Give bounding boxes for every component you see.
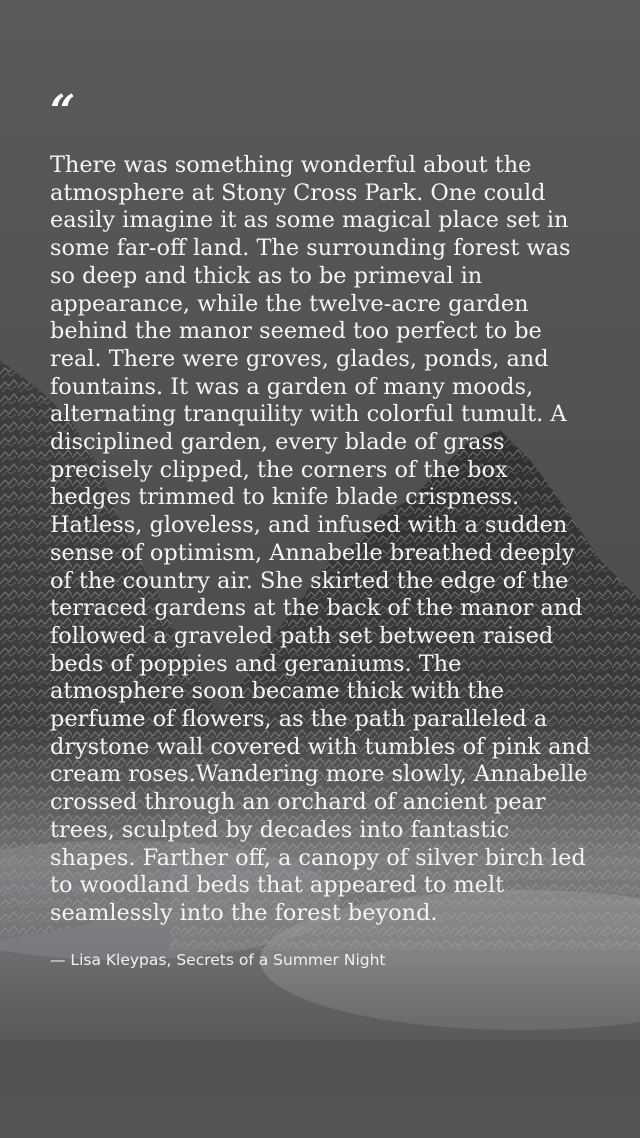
quote-card <box>50 86 595 970</box>
quote-text: There was something wonderful about the atmosphere at Stony Cross Park. One could easily imagine it as some magical place set in some far-off land. The surrounding forest was so deep and thick as to be primeval in appearance, while the twelve-acre garden behind the manor seemed too perfect to be real. There were groves, glades, ponds, and fountains. It was a garden of many moods, alternating tranquility with colorful tumult. A disciplined garden, every blade of grass precisely clipped, the corners of the box hedges trimmed to knife blade crispness. Hatless, gloveless, and infused with a sudden sense of optimism, Annabelle breathed deeply of the country air. She skirted the edge of the terraced gardens at the back of the manor and followed a graveled path set between raised beds of poppies and geraniums. The atmosphere soon became thick with the perfume of flowers, as the path paralleled a drystone wall covered with tumbles of pink and cream roses.Wandering more slowly, Annabelle crossed through an orchard of ancient pear trees, sculpted by decades into fantastic shapes. Farther off, a canopy of silver birch led to woodland beds that appeared to melt seamlessly into the forest beyond. <box>50 152 591 926</box>
quote-mark-icon: “ <box>50 86 76 137</box>
quote-attribution: — Lisa Kleypas, Secrets of a Summer Night <box>50 950 386 969</box>
